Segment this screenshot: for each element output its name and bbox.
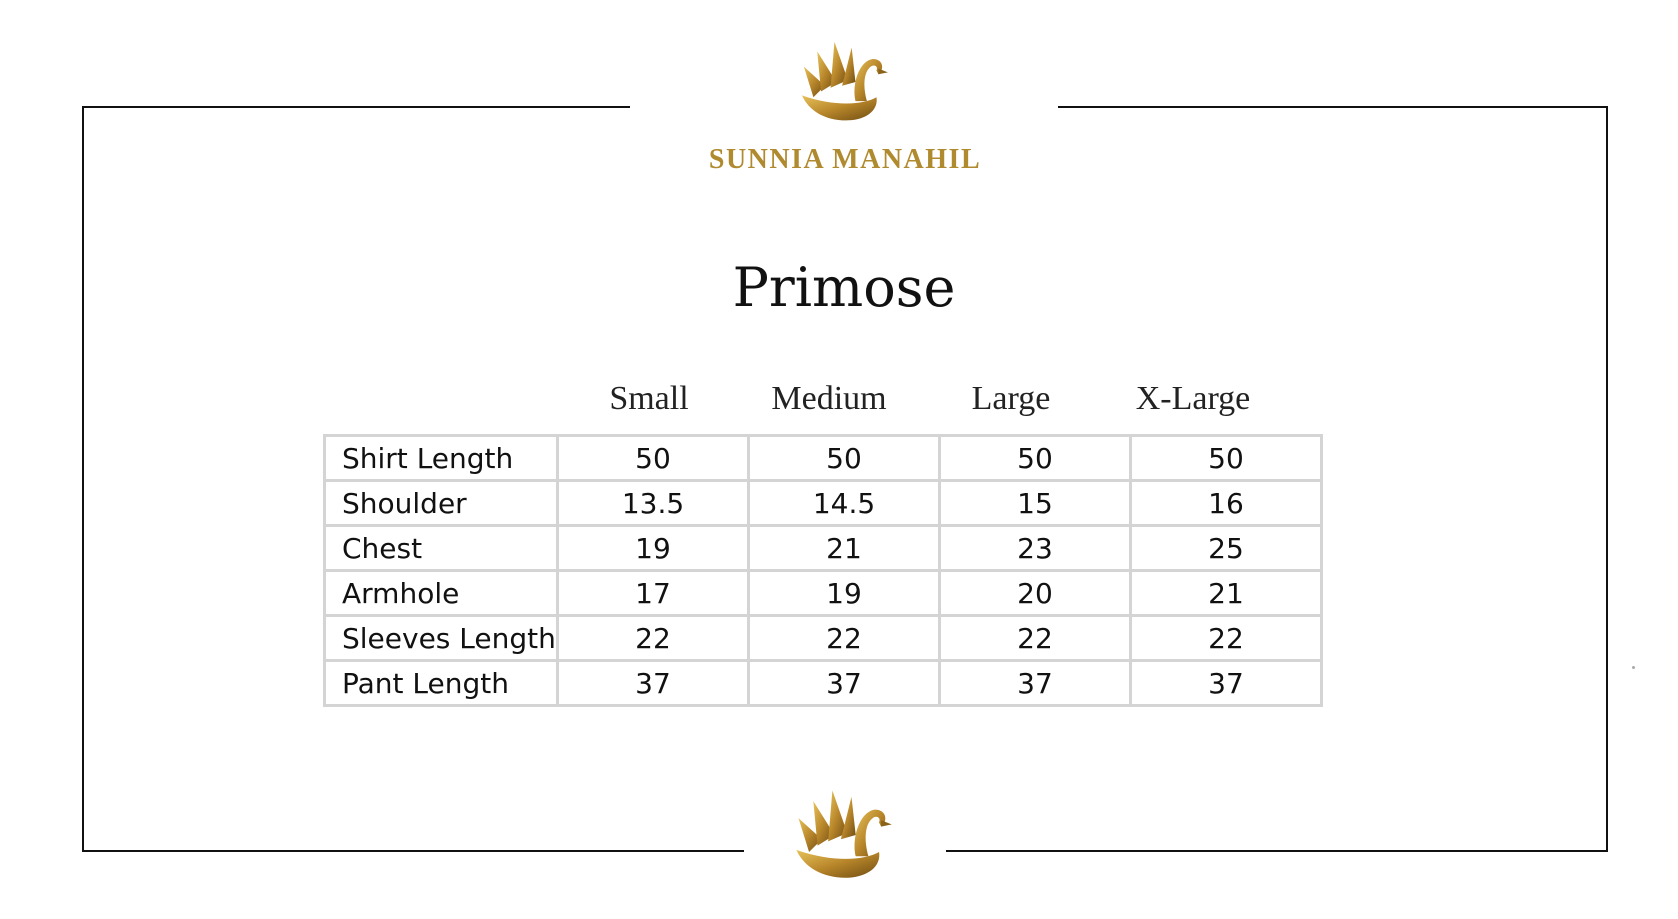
table-row <box>325 661 1322 706</box>
frame-top-left-line <box>82 106 630 108</box>
row-label: Armhole <box>325 571 558 616</box>
cell-value: 21 <box>1131 571 1322 616</box>
column-header-large: Large <box>971 380 1051 417</box>
cell-value: 22 <box>940 616 1131 661</box>
table-row <box>325 481 1322 526</box>
cell-value: 50 <box>1131 436 1322 481</box>
cell-value: 37 <box>749 661 940 706</box>
cell-value: 22 <box>1131 616 1322 661</box>
cell-value: 20 <box>940 571 1131 616</box>
column-header-small: Small <box>609 380 689 417</box>
cell-value: 37 <box>940 661 1131 706</box>
cell-value: 13.5 <box>558 481 749 526</box>
row-label: Shoulder <box>325 481 558 526</box>
table-row <box>325 571 1322 616</box>
size-chart-table <box>323 434 1323 707</box>
frame-top-right-line <box>1058 106 1608 108</box>
frame-bottom-left-line <box>82 850 744 852</box>
row-label: Pant Length <box>325 661 558 706</box>
frame-left-line <box>82 106 84 852</box>
product-title: Primose <box>732 256 956 319</box>
cell-value: 21 <box>749 526 940 571</box>
row-label: Sleeves Length <box>325 616 558 661</box>
swan-logo-icon <box>790 786 896 882</box>
cell-value: 23 <box>940 526 1131 571</box>
size-column-headers <box>554 380 1314 428</box>
cell-value: 15 <box>940 481 1131 526</box>
table-row <box>325 436 1322 481</box>
frame-right-line <box>1606 106 1608 852</box>
cell-value: 50 <box>749 436 940 481</box>
column-header-medium: Medium <box>771 380 887 417</box>
cell-value: 22 <box>749 616 940 661</box>
table-row <box>325 526 1322 571</box>
cell-value: 19 <box>749 571 940 616</box>
decorative-dot <box>1632 666 1635 669</box>
cell-value: 16 <box>1131 481 1322 526</box>
row-label: Chest <box>325 526 558 571</box>
cell-value: 37 <box>558 661 749 706</box>
cell-value: 37 <box>1131 661 1322 706</box>
table-row <box>325 616 1322 661</box>
cell-value: 17 <box>558 571 749 616</box>
frame-bottom-right-line <box>946 850 1608 852</box>
cell-value: 19 <box>558 526 749 571</box>
cell-value: 22 <box>558 616 749 661</box>
row-label: Shirt Length <box>325 436 558 481</box>
column-header-x-large: X-Large <box>1135 380 1251 417</box>
swan-logo-icon <box>796 38 892 124</box>
cell-value: 14.5 <box>749 481 940 526</box>
brand-name: SUNNIA MANAHIL <box>708 144 982 175</box>
cell-value: 50 <box>940 436 1131 481</box>
cell-value: 50 <box>558 436 749 481</box>
cell-value: 25 <box>1131 526 1322 571</box>
